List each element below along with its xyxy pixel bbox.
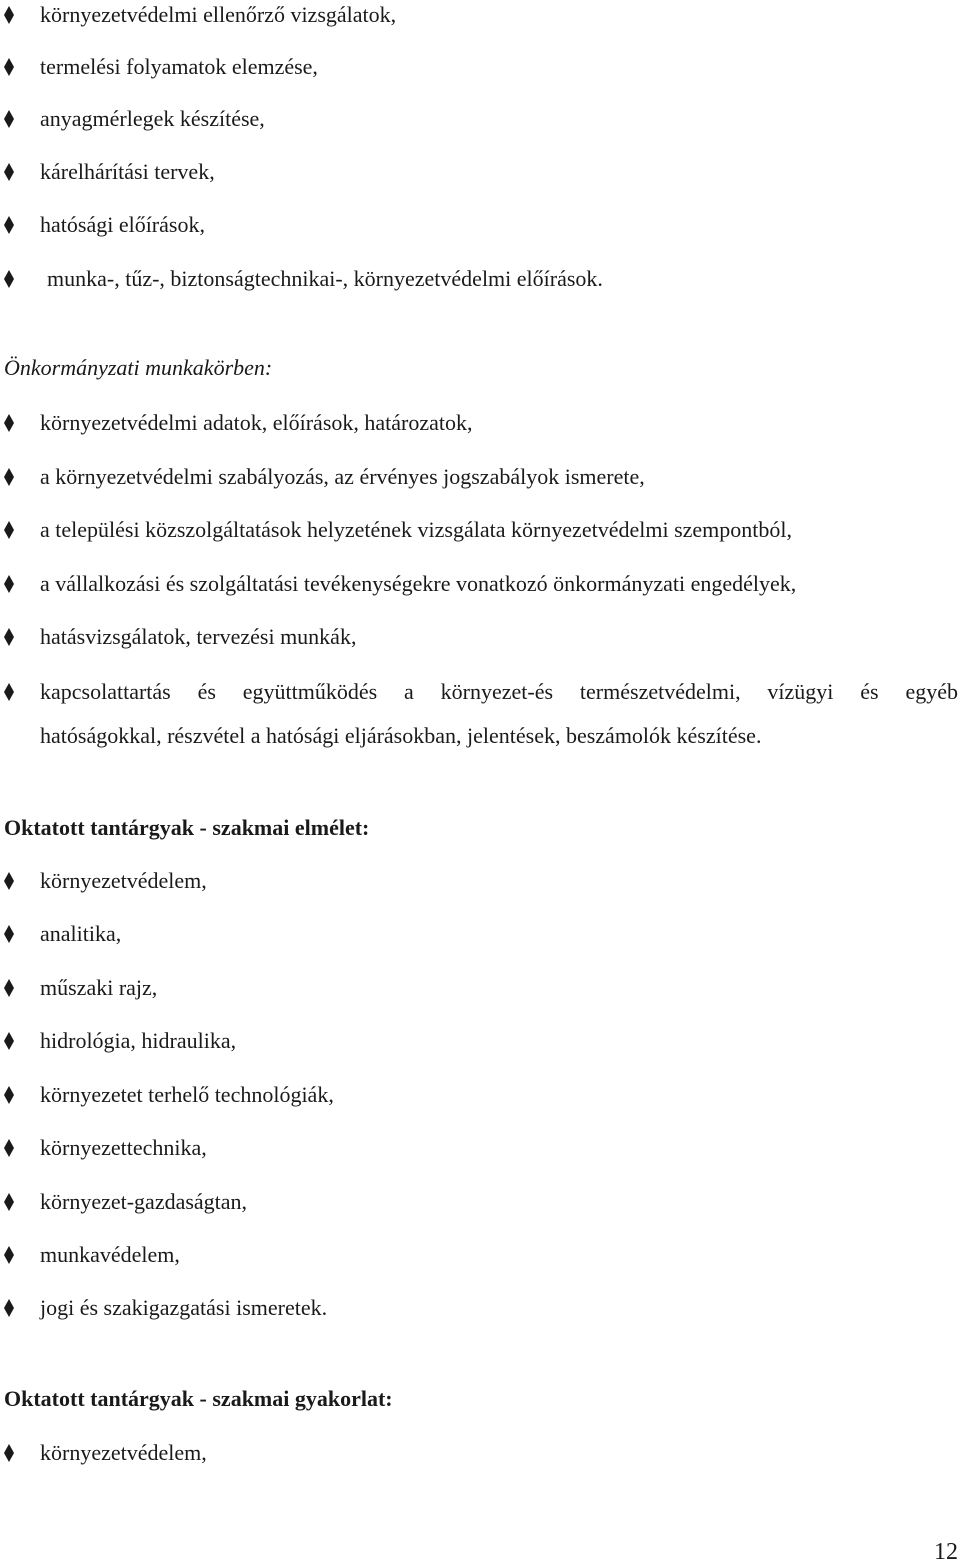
list-item-text: környezetvédelmi adatok, előírások, határozatok,: [40, 410, 473, 435]
list-item: [0, 622, 960, 652]
list-item-text: környezetvédelmi ellenőrző vizsgálatok,: [40, 2, 397, 27]
list-item-text: a települési közszolgáltatások helyzetének vizsgálata környezetvédelmi szempontból,: [40, 517, 792, 542]
list-item-text: hatósági előírások,: [40, 212, 205, 237]
diamond-bullet-icon: [4, 1444, 14, 1462]
list-item-text: munkavédelem,: [40, 1242, 180, 1267]
list-item: [0, 210, 960, 240]
diamond-bullet-icon: [4, 1086, 14, 1104]
diamond-bullet-icon: [4, 1246, 14, 1264]
diamond-bullet-icon: [4, 925, 14, 943]
list-item: [0, 677, 960, 707]
list-item: [0, 1187, 960, 1217]
diamond-bullet-icon: [4, 1139, 14, 1157]
section-heading: Oktatott tantárgyak - szakmai gyakorlat:: [4, 1386, 393, 1411]
list-item: [0, 52, 960, 82]
diamond-bullet-icon: [4, 521, 14, 539]
diamond-bullet-icon: [4, 575, 14, 593]
list-item-text: környezet-gazdaságtan,: [40, 1189, 248, 1214]
diamond-bullet-icon: [4, 979, 14, 997]
list-item-text: jogi és szakigazgatási ismeretek.: [40, 1295, 328, 1320]
page-number: 12: [934, 1539, 958, 1565]
list-item: [0, 104, 960, 134]
list-item-text: környezetvédelem,: [40, 868, 207, 893]
list-item-text: kárelhárítási tervek,: [40, 159, 215, 184]
list-item: [0, 1240, 960, 1270]
list-item: [0, 1026, 960, 1056]
list-item: [0, 264, 960, 294]
diamond-bullet-icon: [4, 1299, 14, 1317]
list-item-text: analitika,: [40, 921, 122, 946]
list-item: [0, 973, 960, 1003]
list-item: [0, 408, 960, 438]
diamond-bullet-icon: [4, 683, 14, 701]
list-item: [0, 1080, 960, 1110]
diamond-bullet-icon: [4, 628, 14, 646]
list-item-text: termelési folyamatok elemzése,: [40, 54, 318, 79]
diamond-bullet-icon: [4, 216, 14, 234]
list-item: [0, 0, 960, 30]
list-item: [0, 866, 960, 896]
section-heading: Önkormányzati munkakörben:: [4, 355, 273, 380]
diamond-bullet-icon: [4, 110, 14, 128]
list-item-continuation: hatóságokkal, részvétel a hatósági eljárásokban, jelentések, beszámolók készítése.: [40, 723, 762, 748]
list-item-text: munka-, tűz-, biztonságtechnikai-, környezetvédelmi előírások.: [47, 266, 603, 291]
list-item-text: környezetvédelem,: [40, 1440, 207, 1465]
list-item: [0, 515, 960, 545]
list-item-text: a vállalkozási és szolgáltatási tevékenységekre vonatkozó önkormányzati engedélyek,: [40, 571, 797, 596]
list-item-text: a környezetvédelmi szabályozás, az érvényes jogszabályok ismerete,: [40, 464, 645, 489]
list-item-text: műszaki rajz,: [40, 975, 158, 1000]
list-item-text: környezetet terhelő technológiák,: [40, 1082, 334, 1107]
diamond-bullet-icon: [4, 1193, 14, 1211]
list-item-text: kapcsolattartás és együttműködés a környezet-és természetvédelmi, vízügyi és egyéb: [40, 679, 958, 704]
list-item: [0, 1133, 960, 1163]
list-item: [0, 157, 960, 187]
list-item: [0, 569, 960, 599]
list-item-text: hidrológia, hidraulika,: [40, 1028, 237, 1053]
diamond-bullet-icon: [4, 468, 14, 486]
list-item: [0, 919, 960, 949]
list-item-text: környezettechnika,: [40, 1135, 207, 1160]
diamond-bullet-icon: [4, 58, 14, 76]
list-item: [0, 462, 960, 492]
diamond-bullet-icon: [4, 414, 14, 432]
diamond-bullet-icon: [4, 270, 14, 288]
list-item-text: hatásvizsgálatok, tervezési munkák,: [40, 624, 357, 649]
list-item: [0, 1293, 960, 1323]
diamond-bullet-icon: [4, 6, 14, 24]
section-heading: Oktatott tantárgyak - szakmai elmélet:: [4, 815, 370, 840]
diamond-bullet-icon: [4, 872, 14, 890]
diamond-bullet-icon: [4, 1032, 14, 1050]
diamond-bullet-icon: [4, 163, 14, 181]
list-item: [0, 1438, 960, 1468]
list-item-text: anyagmérlegek készítése,: [40, 106, 265, 131]
